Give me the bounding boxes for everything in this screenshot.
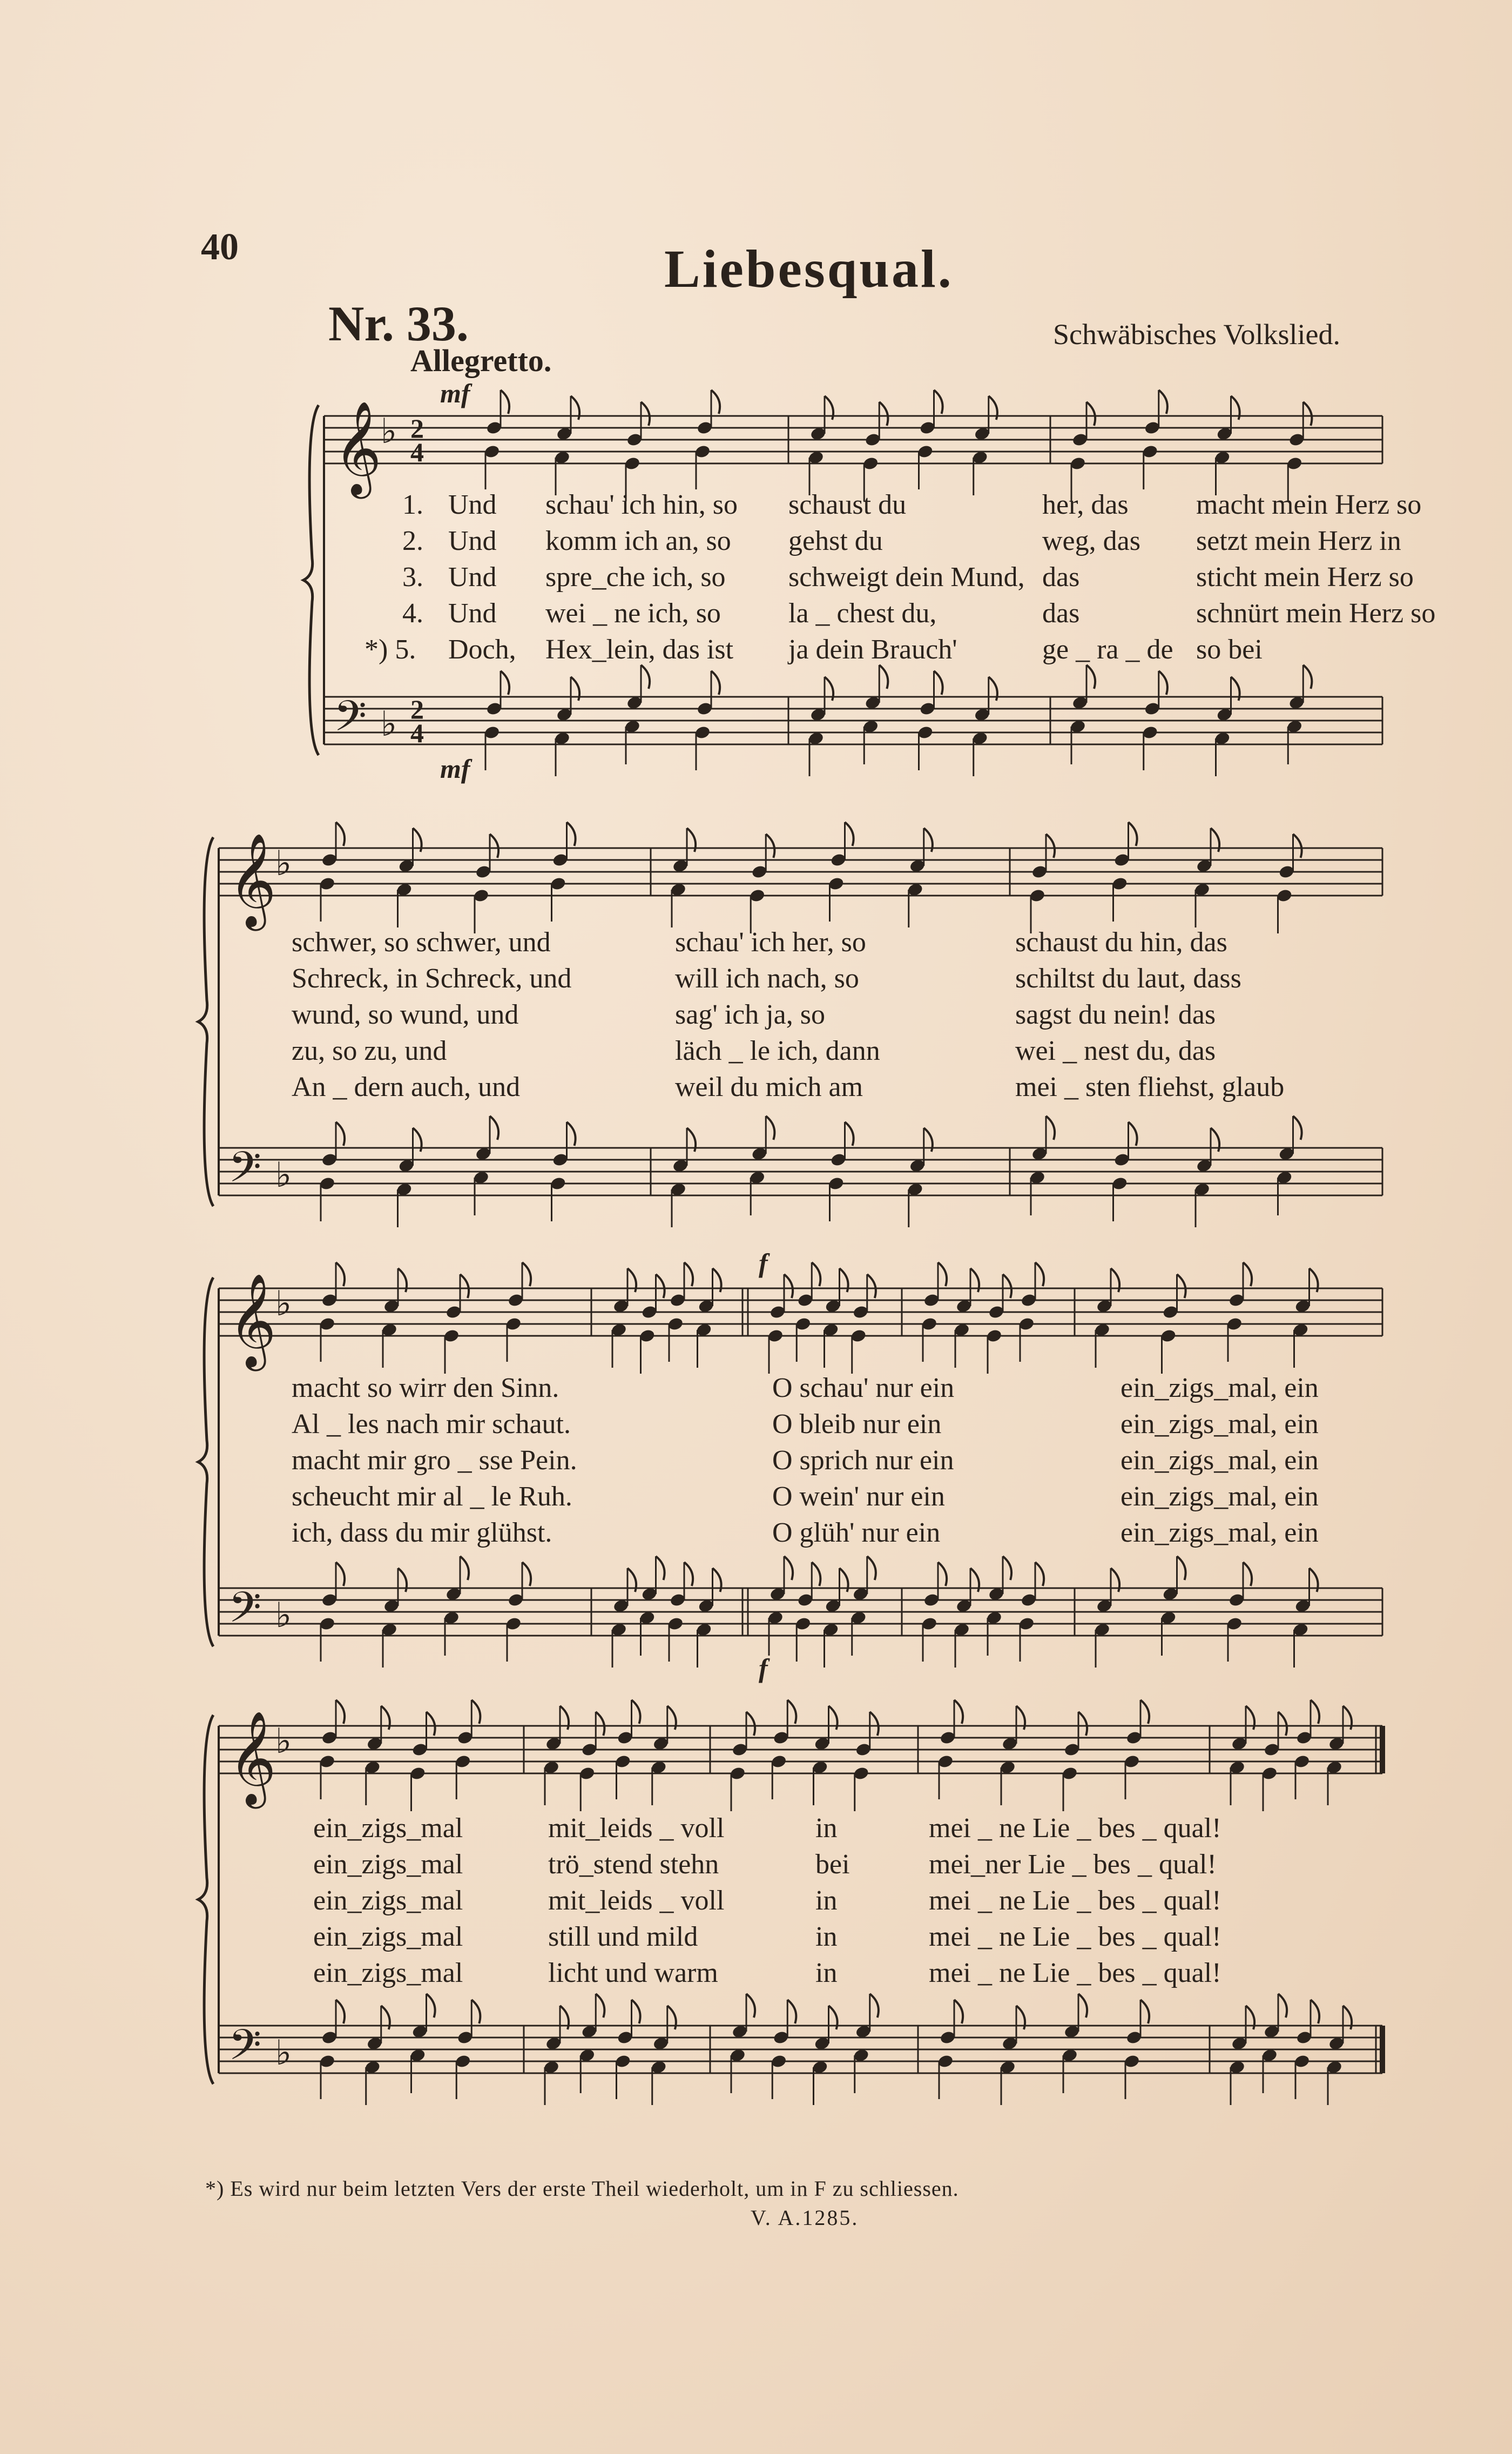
- bass-clef: 𝄢: [334, 692, 367, 751]
- note-flag: [870, 1712, 879, 1736]
- note-flag: [1278, 1712, 1287, 1736]
- flat-key-signature: ♭: [381, 412, 397, 452]
- lyric-fragment: O glüh' nur ein: [772, 1517, 941, 1548]
- lyric-fragment: macht so wirr den Sinn.: [292, 1373, 559, 1403]
- lyric-fragment: komm ich an, so: [545, 526, 731, 556]
- flat-key-signature: ♭: [275, 1155, 292, 1195]
- lyric-fragment: trö_stend stehn: [548, 1849, 719, 1880]
- note-flag: [596, 1994, 604, 2018]
- lyric-fragment: *) 5.: [364, 634, 416, 665]
- flat-key-signature: ♭: [275, 1284, 292, 1324]
- note-flag: [1243, 1562, 1252, 1586]
- note-flag: [879, 665, 888, 689]
- flat-key-signature: ♭: [275, 1722, 292, 1761]
- lyric-fragment: 2.: [402, 526, 423, 556]
- note-flag: [336, 1562, 345, 1586]
- note-flag: [501, 390, 509, 414]
- flat-key-signature: ♭: [381, 704, 397, 744]
- note-flag: [1046, 834, 1055, 858]
- lyric-fragment: schweigt dein Mund,: [788, 562, 1025, 593]
- lyric-fragment: O sprich nur ein: [772, 1445, 954, 1476]
- note-flag: [954, 2000, 963, 2023]
- lyric-fragment: 4.: [402, 598, 423, 629]
- note-flag: [954, 1700, 963, 1724]
- treble-clef: 𝄞: [334, 401, 382, 495]
- note-flag: [1278, 1994, 1287, 2018]
- lyric-fragment: bei: [815, 1849, 850, 1880]
- lyric-fragment: schwer, so schwer, und: [292, 927, 551, 958]
- footnote: *) Es wird nur beim letzten Vers der erste Theil wiederholt, um in F zu schliessen.: [205, 2176, 959, 2201]
- lyric-fragment: still und mild: [548, 1921, 698, 1952]
- note-flag: [684, 1262, 693, 1286]
- note-flag: [490, 1116, 498, 1140]
- tempo-marking: Allegretto.: [410, 343, 552, 378]
- note-flag: [336, 822, 345, 846]
- note-flag: [1303, 665, 1312, 689]
- note-flag: [870, 1994, 879, 2018]
- note-flag: [934, 671, 943, 695]
- lyric-fragment: spre_che ich, so: [545, 562, 726, 593]
- lyric-fragment: schnürt mein Herz so: [1196, 598, 1436, 629]
- lyric-fragment: ein_zigs_mal: [313, 1958, 463, 1988]
- lyric-fragment: zu, so zu, und: [292, 1036, 447, 1066]
- lyric-fragment: will ich nach, so: [675, 963, 859, 994]
- lyric-fragment: weg, das: [1042, 526, 1140, 556]
- lyric-fragment: wund, so wund, und: [292, 999, 519, 1030]
- note-flag: [784, 1556, 793, 1580]
- dynamic-marking: mf: [440, 378, 470, 408]
- lyric-fragment: her, das: [1042, 489, 1129, 520]
- lyric-fragment: mei _ ne Lie _ bes _ qual!: [929, 1921, 1221, 1952]
- note-flag: [1140, 2000, 1149, 2023]
- flat-key-signature: ♭: [275, 1596, 292, 1636]
- lyric-fragment: in: [815, 1813, 838, 1844]
- note-flag: [501, 671, 509, 695]
- lyric-fragment: ein_zigs_mal, ein: [1120, 1481, 1319, 1512]
- note-flag: [711, 390, 720, 414]
- lyric-fragment: ein_zigs_mal, ein: [1120, 1373, 1319, 1403]
- time-signature-top: 2: [410, 413, 424, 443]
- lyric-fragment: scheucht mir al _ le Ruh.: [292, 1481, 572, 1512]
- lyric-fragment: schaust du hin, das: [1015, 927, 1227, 958]
- lyric-fragment: schau' ich hin, so: [545, 489, 738, 520]
- note-flag: [787, 2000, 796, 2023]
- note-flag: [567, 822, 576, 846]
- lyric-fragment: ja dein Brauch': [788, 634, 957, 665]
- lyric-fragment: ein_zigs_mal: [313, 1849, 463, 1880]
- note-flag: [336, 1122, 345, 1146]
- note-flag: [427, 1994, 435, 2018]
- lyric-fragment: mit_leids _ voll: [548, 1813, 725, 1844]
- lyric-fragment: ein_zigs_mal, ein: [1120, 1517, 1319, 1548]
- lyric-fragment: so bei: [1196, 634, 1263, 665]
- treble-clef: 𝄞: [228, 833, 276, 927]
- song-title: Liebesqual.: [664, 239, 954, 299]
- lyric-fragment: licht und warm: [548, 1958, 718, 1988]
- note-flag: [711, 671, 720, 695]
- note-flag: [1311, 1700, 1319, 1724]
- note-flag: [787, 1700, 796, 1724]
- note-flag: [336, 1700, 345, 1724]
- note-flag: [746, 1712, 755, 1736]
- note-flag: [1046, 1116, 1055, 1140]
- note-flag: [1243, 1262, 1252, 1286]
- note-flag: [812, 1262, 820, 1286]
- note-flag: [632, 2000, 640, 2023]
- note-flag: [934, 390, 943, 414]
- note-flag: [427, 1712, 435, 1736]
- lyric-fragment: ein_zigs_mal: [313, 1813, 463, 1844]
- bass-clef: 𝄢: [228, 1583, 262, 1643]
- note-flag: [1003, 1556, 1011, 1580]
- lyric-fragment: mei _ sten fliehst, glaub: [1015, 1072, 1285, 1102]
- lyric-fragment: gehst du: [788, 526, 883, 556]
- lyric-fragment: ich, dass du mir glühst.: [292, 1517, 552, 1548]
- lyric-fragment: in: [815, 1885, 838, 1916]
- note-flag: [938, 1262, 947, 1286]
- page-number: 40: [201, 226, 239, 268]
- lyric-fragment: Und: [448, 526, 497, 556]
- song-origin: Schwäbisches Volkslied.: [1053, 318, 1340, 351]
- lyric-fragment: ge _ ra _ de: [1042, 634, 1173, 665]
- dynamic-marking: f: [759, 1248, 768, 1278]
- lyric-fragment: schaust du: [788, 489, 907, 520]
- note-flag: [1035, 1262, 1044, 1286]
- lyric-fragment: wei _ ne ich, so: [545, 598, 721, 629]
- lyric-fragment: Hex_lein, das ist: [545, 634, 734, 665]
- time-signature-bottom: 4: [410, 437, 424, 467]
- note-flag: [1003, 1274, 1011, 1298]
- treble-staff: [219, 1726, 1382, 1773]
- time-signature-top: 2: [410, 694, 424, 724]
- note-flag: [879, 402, 888, 426]
- lyric-fragment: schiltst du laut, dass: [1015, 963, 1241, 994]
- lyric-fragment: weil du mich am: [675, 1072, 863, 1102]
- note-flag: [1129, 1122, 1137, 1146]
- lyric-fragment: das: [1042, 598, 1080, 629]
- lyric-fragment: mit_leids _ voll: [548, 1885, 725, 1916]
- lyric-fragment: Al _ les nach mir schaut.: [292, 1409, 571, 1440]
- note-flag: [1303, 402, 1312, 426]
- note-flag: [845, 822, 854, 846]
- note-flag: [1035, 1562, 1044, 1586]
- system-brace: [198, 1278, 213, 1646]
- lyric-fragment: O bleib nur ein: [772, 1409, 942, 1440]
- note-flag: [1086, 665, 1095, 689]
- note-flag: [1177, 1556, 1186, 1580]
- note-flag: [1159, 390, 1167, 414]
- lyric-fragment: ein_zigs_mal, ein: [1120, 1445, 1319, 1476]
- note-flag: [766, 1116, 774, 1140]
- lyric-fragment: läch _ le ich, dann: [675, 1036, 880, 1066]
- note-flag: [1311, 2000, 1319, 2023]
- lyric-fragment: Und: [448, 562, 497, 593]
- lyric-fragment: das: [1042, 562, 1080, 593]
- system-brace: [303, 405, 319, 755]
- lyric-fragment: setzt mein Herz in: [1196, 526, 1401, 556]
- note-flag: [1293, 1116, 1302, 1140]
- lyric-fragment: wei _ nest du, das: [1015, 1036, 1216, 1066]
- note-flag: [1078, 1712, 1087, 1736]
- lyric-fragment: mei _ ne Lie _ bes _ qual!: [929, 1958, 1221, 1988]
- note-flag: [656, 1556, 665, 1580]
- note-flag: [522, 1562, 531, 1586]
- lyric-fragment: O wein' nur ein: [772, 1481, 945, 1512]
- note-flag: [522, 1262, 531, 1286]
- song-number: Nr. 33.: [328, 296, 469, 351]
- lyric-fragment: O schau' nur ein: [772, 1373, 955, 1403]
- note-flag: [812, 1562, 820, 1586]
- lyric-fragment: sag' ich ja, so: [675, 999, 825, 1030]
- lyric-fragment: la _ chest du,: [788, 598, 937, 629]
- note-flag: [567, 1122, 576, 1146]
- system-brace: [198, 1715, 213, 2084]
- dynamic-marking: mf: [440, 754, 470, 784]
- note-flag: [1129, 822, 1137, 846]
- note-flag: [632, 1700, 640, 1724]
- note-flag: [1293, 834, 1302, 858]
- note-flag: [1159, 671, 1167, 695]
- note-flag: [641, 402, 650, 426]
- treble-clef: 𝄞: [228, 1273, 276, 1367]
- time-signature-bottom: 4: [410, 718, 424, 748]
- note-flag: [867, 1556, 876, 1580]
- lyric-fragment: Doch,: [448, 634, 516, 665]
- note-flag: [336, 2000, 345, 2023]
- lyric-fragment: mei _ ne Lie _ bes _ qual!: [929, 1885, 1221, 1916]
- note-flag: [766, 834, 774, 858]
- lyric-fragment: Und: [448, 489, 497, 520]
- lyric-fragment: mei _ ne Lie _ bes _ qual!: [929, 1813, 1221, 1844]
- lyric-fragment: Schreck, in Schreck, und: [292, 963, 572, 994]
- note-flag: [1086, 402, 1095, 426]
- bass-staff: [219, 2026, 1382, 2073]
- lyric-fragment: ein_zigs_mal: [313, 1921, 463, 1952]
- note-flag: [641, 665, 650, 689]
- note-flag: [460, 1274, 469, 1298]
- lyric-fragment: An _ dern auch, und: [292, 1072, 521, 1102]
- lyric-fragment: schau' ich her, so: [675, 927, 866, 958]
- system-brace: [198, 837, 213, 1206]
- lyric-fragment: macht mir gro _ sse Pein.: [292, 1445, 577, 1476]
- lyric-fragment: sagst du nein! das: [1015, 999, 1216, 1030]
- lyric-fragment: 1.: [402, 489, 423, 520]
- flat-key-signature: ♭: [275, 2033, 292, 2073]
- note-flag: [867, 1274, 876, 1298]
- note-flag: [596, 1712, 604, 1736]
- note-flag: [471, 2000, 480, 2023]
- note-flag: [656, 1274, 665, 1298]
- dynamic-marking: f: [759, 1653, 768, 1683]
- plate-number: V. A.1285.: [751, 2206, 859, 2230]
- treble-clef: 𝄞: [228, 1711, 276, 1805]
- note-flag: [1140, 1700, 1149, 1724]
- bass-clef: 𝄢: [228, 1143, 262, 1202]
- bass-clef: 𝄢: [228, 2021, 262, 2080]
- note-flag: [1078, 1994, 1087, 2018]
- note-flag: [845, 1122, 854, 1146]
- lyric-fragment: Und: [448, 598, 497, 629]
- lyric-fragment: 3.: [402, 562, 423, 593]
- flat-key-signature: ♭: [275, 844, 292, 884]
- note-flag: [746, 1994, 755, 2018]
- note-flag: [490, 834, 498, 858]
- lyric-fragment: ein_zigs_mal, ein: [1120, 1409, 1319, 1440]
- note-flag: [684, 1562, 693, 1586]
- lyric-fragment: in: [815, 1958, 838, 1988]
- note-flag: [1177, 1274, 1186, 1298]
- note-flag: [460, 1556, 469, 1580]
- lyric-fragment: in: [815, 1921, 838, 1952]
- lyric-fragment: sticht mein Herz so: [1196, 562, 1414, 593]
- note-flag: [336, 1262, 345, 1286]
- note-flag: [784, 1274, 793, 1298]
- note-flag: [938, 1562, 947, 1586]
- lyric-fragment: ein_zigs_mal: [313, 1885, 463, 1916]
- lyric-fragment: macht mein Herz so: [1196, 489, 1422, 520]
- note-flag: [471, 1700, 480, 1724]
- lyric-fragment: mei_ner Lie _ bes _ qual!: [929, 1849, 1217, 1880]
